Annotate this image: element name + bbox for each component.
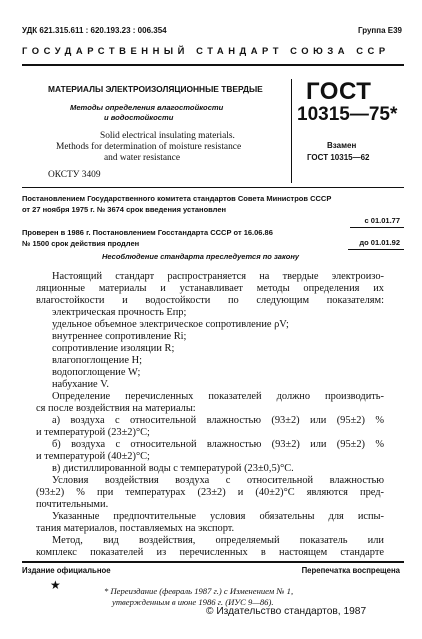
condition-b-line-1: б) воздуха с относительной влажностью (93±2) или (95±2) % [52,439,384,450]
checked-line1: Проверен в 1986 г. Постановлением Госстандарта СССР от 16.06.86 [22,228,273,237]
title-bottom-rule [22,187,404,188]
indicator-volume-resistivity: удельное объемное электрическое сопротивление ρV; [52,319,289,330]
publisher-copyright: © Издательство стандартов, 1987 [206,606,367,617]
indicator-insulation-resistance: сопротивление изоляции R; [52,343,175,354]
reprint-note-line2: утвержденным в июне 1986 г. (ИУС 9—86). [112,597,274,607]
effective-date-underline [350,227,404,228]
indicator-swelling: набухание V. [52,379,110,390]
effective-date: с 01.01.77 [364,216,400,225]
title-en-line2: Methods for determination of moisture resistance [56,142,242,152]
indicator-internal-resistance: внутреннее сопротивление Ri; [52,331,187,342]
standard-banner: ГОСУДАРСТВЕННЫЙ СТАНДАРТ СОЮЗА ССР [22,45,390,56]
condition-a-line-1: а) воздуха с относительной влажностью (93±2) или (95±2) % [52,415,384,426]
extended-date-underline [348,249,404,250]
title-en-line3: and water resistance [104,153,181,163]
condition-a-line-2: и температурой (23±2)°С; [36,427,150,438]
condition-c-line-1: в) дистиллированной воды с температурой (23±0,5)°С. [52,463,294,474]
subtitle-ru-line1: Методы определения влагостойкости [70,103,224,112]
paragraph-3-line-1: Условия воздействия воздуха с относительной влажностью [52,475,384,486]
paragraph-1-line-3: влагостойкости и водостойкости по следующим показателям: [36,295,384,306]
decree-line2: от 27 ноября 1975 г. № 3674 срок введения установлен [22,205,227,214]
title-ru: МАТЕРИАЛЫ ЭЛЕКТРОИЗОЛЯЦИОННЫЕ ТВЕРДЫЕ [48,84,263,94]
condition-b-line-2: и температурой (40±2)°С; [36,451,150,462]
udc-code: УДК 621.315.611 : 620.193.23 : 006.354 [22,26,167,35]
paragraph-1-line-1: Настоящий стандарт распространяется на твердые электроизо- [52,271,384,282]
okstu-code: ОКСТУ 3409 [48,170,101,180]
title-divider [291,79,292,183]
indicator-electric-strength: электрическая прочность Eпр; [52,307,187,318]
replaces-value: ГОСТ 10315—62 [307,153,370,162]
paragraph-5-line-1: Метод, вид воздействия, определяемый показатель или [52,535,384,546]
checked-line2: № 1500 срок действия продлен [22,239,140,248]
paragraph-4-line-1: Указанные предпочтительные условия обязательны для испы- [52,511,384,522]
indicator-moisture-absorption: влагопоглощение H; [52,355,142,366]
reprint-forbidden: Перепечатка воспрещена [301,566,400,575]
gost-number: 10315—75* [297,104,398,125]
footer-rule [22,561,404,563]
reprint-note-line1: * Переиздание (февраль 1987 г.) с Изменением № 1, [104,586,294,596]
header-rule [22,64,404,66]
official-edition: Издание официальное [22,566,111,575]
paragraph-2-line-2: ся после воздействия на материалы: [36,403,196,414]
paragraph-2-line-1: Определение перечисленных показателей должно производить- [52,391,384,402]
prosecution-notice: Несоблюдение стандарта преследуется по закону [102,252,300,261]
subtitle-ru-line2: и водостойкости [104,113,174,122]
paragraph-3-line-2: (93±2) % при температурах (23±2) и (40±2)°С являются пред- [36,487,384,498]
group-code: Группа Е39 [357,26,402,35]
replaces-label: Взамен [327,141,357,150]
extended-date: до 01.01.92 [359,238,400,247]
paragraph-4-line-2: тания материалов, поставляемых на экспорт. [36,523,235,534]
paragraph-1-line-2: ляционные материалы и устанавливает методы определения их [36,283,384,294]
gost-label: ГОСТ [306,78,372,105]
star-icon: ★ [50,578,61,592]
paragraph-5-line-2: комплекс показателей из перечисленных в настоящем стандарте [36,547,384,558]
indicator-water-absorption: водопоглощение W; [52,367,141,378]
paragraph-3-line-3: почтительными. [36,499,109,510]
decree-line1: Постановлением Государственного комитета стандартов Совета Министров СССР [22,194,332,203]
title-en-line1: Solid electrical insulating materials. [100,131,235,141]
